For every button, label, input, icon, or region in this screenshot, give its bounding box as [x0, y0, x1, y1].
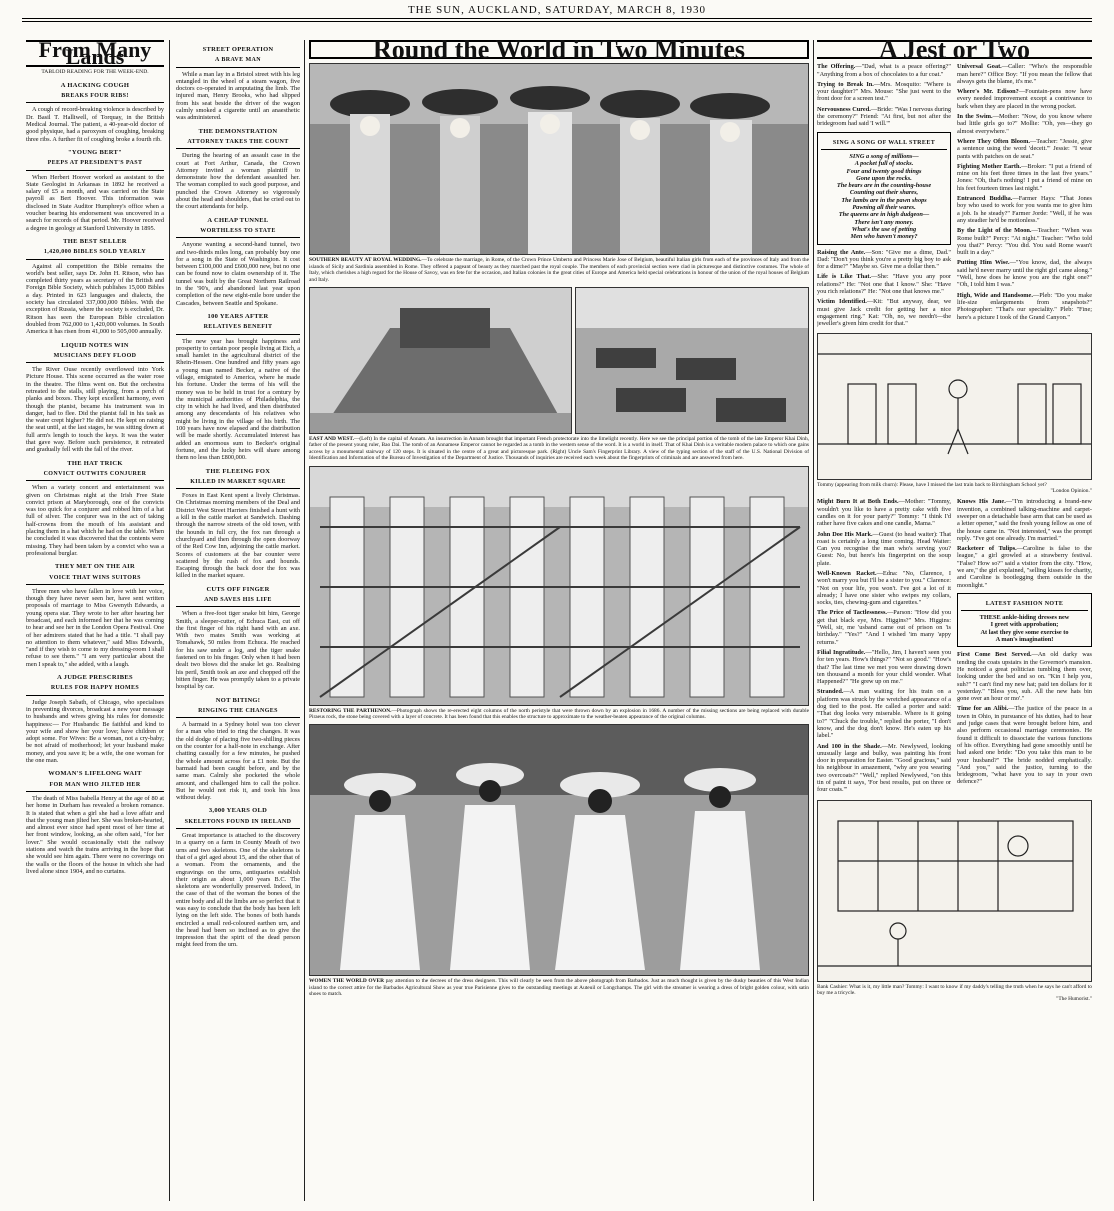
story-subhead: MUSICIANS DEFY FLOOD [26, 353, 164, 363]
verse-line: THESE ankle-hiding dresses new [979, 614, 1070, 622]
jest-list [817, 498, 951, 796]
jest-text: —Bride: "Was I nervous during the ceremony?" Friend: "At first, but not after the bridegroom had said 'I will.'" [817, 105, 951, 128]
story-headline: A JUDGE PRESCRIBES [57, 674, 133, 682]
jest-text: —Caller: "Who's the responsible man here?" Office Boy: "If you mean the fellow that always gets the blame, it's me." [957, 63, 1092, 85]
photo-tomb-image [310, 288, 572, 433]
jest-item [957, 113, 1092, 135]
section-title: A Jest or Two [879, 40, 1030, 64]
story-subhead: FOR MAN WHO JILTED HER [26, 782, 164, 792]
jest-item [957, 259, 1092, 288]
jest-item [957, 292, 1092, 321]
story-subhead: A BRAVE MAN [176, 57, 300, 67]
jest-item [957, 705, 1092, 785]
jest-heading: Knows His Jane. [957, 498, 1006, 506]
jest-heading: Universal Goat. [957, 63, 1002, 71]
jest-heading: The Price of Tactlessness. [817, 609, 887, 617]
story [176, 807, 300, 948]
wall-street-poem [817, 132, 951, 245]
caption-east-west [309, 436, 809, 462]
story [176, 586, 300, 691]
jest-text: —"You know, dad, the always said he'd never marry until the right girl came along." "Well, how does he know you are the right one?" "Oh, I told him I was." [957, 259, 1092, 289]
verse-line: Gone upon the rocks. [856, 174, 912, 182]
story-body: When a variety concert and entertainment was given on Christmas night at the Irish Free State convict prison at Maryborough, one of the convicts was too quick for a conjurer and robbed him of a hat full of silver. The conjurer was in the act of taking half-crowns from the mouth of his assistant and placing them in a hat which he had on the table. When he concluded it was discovered that the contents were missing. They had been taken by a convict who was a professional burglar. [26, 484, 164, 557]
story-list [176, 46, 300, 949]
jest-text: —Teacher: "When was Rome built?" Percy: "At night." Teacher: "Who told you that?" Percy: "You did. You said Rome wasn't built in a day." [957, 227, 1092, 257]
jest-text: —Teacher: "Jessie, give a sentence using the word 'deceit.'" Jessie: "I wear pants with patches on de seat." [957, 137, 1092, 160]
caption-lead: WOMEN THE WORLD OVER [309, 978, 384, 985]
jest-item [817, 273, 951, 295]
cartoon1-caption [817, 482, 1092, 495]
jest-heading: Nervousness Cured. [817, 105, 871, 113]
jest-item [817, 649, 951, 685]
right-column [817, 40, 1092, 1200]
jest-heading: Filial Ingratitude. [817, 648, 866, 656]
jest-item [957, 195, 1092, 224]
story-headline: "YOUNG BERT" [67, 148, 123, 156]
story-headline: NOT BITING! [215, 696, 261, 704]
verse-line: At last they give some exercise to [980, 628, 1069, 636]
column-divider [813, 40, 814, 1201]
jests-right-block [957, 63, 1092, 330]
jest-item [957, 138, 1092, 160]
verse-line: Four and twenty good things [846, 167, 922, 175]
jest-heading: Victim Identified. [817, 298, 867, 306]
photo-barbados-image [310, 725, 809, 975]
story-headline: LIQUID NOTES WIN [61, 341, 129, 349]
jest-heading: Stranded. [817, 688, 844, 696]
story [176, 313, 300, 462]
photo-annam-tomb [309, 287, 572, 434]
caption-parthenon [309, 708, 809, 721]
jest-list [817, 249, 951, 328]
story-subhead: RELATIVES BENEFIT [176, 324, 300, 334]
jest-item [957, 227, 1092, 256]
cartoon-milk-churn [817, 333, 1092, 480]
jest-text: —Mr. Newlywed, looking unusually large and bulky, was painting his front door in preparation for Easter. "Good gracious," said his neighbour in amazement, "why are you wearing two overcoats?" "Well," replied Newlywed, "on this tin of paint it says, 'For best results, put on three or four coats.'" [817, 742, 951, 794]
caption-barbados [309, 978, 809, 997]
story [26, 770, 164, 875]
jest-heading: John Doe His Mark. [817, 530, 873, 538]
story [26, 460, 164, 558]
story-body: The new year has brought happiness and prosperity to certain poor people living at Eich, a small hamlet in the agricultural district of the Rhein-Hessen. One hundred and fifty years ago a young man named Becker, a native of the village, emigrated to America, where he made his fortune. Under the terms of his will the money was to be held in trust for a century by the municipal authorities of Philadelphia, the city in which he had lived, and then distributed among any descendants of his relatives who might be living in the village of his birth. The 100 years have now elapsed and the distribution will be made shortly. Accumulated interest has added an enormous sum to Becker's original fortune, and the lucky heirs will share among them no less than £800,000. [176, 337, 300, 462]
jest-heading: Entranced Buddha. [957, 195, 1013, 203]
story-subhead: CONVICT OUTWITS CONJURER [26, 471, 164, 481]
caption-text: Tommy (appearing from milk churn): Please, have I missed the last train back to Birchingham School yet? [817, 481, 1047, 488]
story-subhead: RULES FOR HAPPY HOMES [26, 685, 164, 695]
story-body: When Herbert Hoover worked as assistant to the State Geologist in Arkansas in 1892 he received a salary of £5 a month, and was carried on the State payroll as Bert Hoover. This information was disclosed in State Auditor Humphrey's office when a voucher bearing his endorsement was uncovered in a search for records of that period. Mr. Hoover received a degree in geology at Stanford University in 1895. [26, 173, 164, 232]
jest-heading: High, Wide and Handsome. [957, 291, 1033, 299]
jest-item [957, 63, 1092, 85]
jest-list [957, 63, 1092, 321]
caption-lead: SOUTHERN BEAUTY AT ROYAL WEDDING. [309, 257, 422, 264]
column-divider [169, 40, 170, 1201]
caption-text: —(Left) In the capital of Annam. An insurrection in Annam brought that important French protectorate into the limelight recently. Here we see the principal portion of the tomb of the late Emperor Khai Dinh, father of the present young ruler, Bao Dai. The tomb of an Annamese Emperor cannot be regarded as a tomb in the western sense of the word. It is a world in itself. That of Khai Dinh is a veritable modern palace to which one gains access by a monumental stairway of 120 steps. It is situated in the centre of a great and picturesque park. (Right) Uncle Sam's Fingerprint Library. A view of the typing section of the staff of the U.S. National Division of Identification and Information of the Bureau of Investigation of the Department of Justice. Thousands of inquiries are received each week about the fingerprints of criminals and are answered from here. [309, 435, 809, 462]
story-body: Great importance is attached to the discovery in a quarry on a farm in County Meath of two urns and two skeletons. One of the skeletons is that of a girl aged about 15, and the other that of a woman. From the ornaments, and the engravings on the urns, antiquaries establish their origin as about 1,000 years B.C. The skeletons are wonderfully preserved. Indeed, in the case of that of the woman the bones of the entire body and all the limbs are so perfect that it was easy to conclude that the body has been left lying on the left side. The bones of both hands encircled a small red-coloured earthen urn, and the head had been so inclined as to give the impression that the spirit of the dead person might feed from the urn. [176, 832, 300, 949]
jest-item [817, 531, 951, 567]
story-body: When a five-foot tiger snake bit him, George Smith, a sleeper-cutter, of Echuca East, cut off the first finger of his right hand with an axe. With two mates Smith was working at Tomahawk, 50 miles from Echuca. He reached for his saw under a log, and the tiger snake fastened on to his finger. Only when it had been dealt two blows did the snake let go. Realising his peril, Smith took an axe and chopped off the bitten finger. He was promptly taken to a private hospital by car. [176, 610, 300, 691]
jest-text: —"Hello, Jim, I haven't seen you for ten years. How's things?" "Not so good." "How's that? The last time we met you were drawing down ten thousand a month for your child wonder. What Happened?" "He grew up on me." [817, 648, 951, 686]
jest-heading: In the Swim. [957, 113, 993, 121]
left-column [26, 40, 164, 1200]
section-subtitle: TABLOID READING FOR THE WEEK-END. [41, 68, 149, 75]
jest-item [817, 298, 951, 327]
story-headline: THE DEMONSTRATION [198, 127, 278, 135]
verse-line: I greet with approbation; [990, 621, 1059, 629]
jest-text: —"Dad, what is a peace offering?" "Anything from a box of chocolates to a fur coat." [817, 63, 951, 78]
jest-text: —Edna: "No, Clarence, I won't marry you but I'll be a sister to you." Clarence: "Not on your life, you won't. I've got a lot of it already; I have one sister who swipes my collars, socks, ties, chewing-gum and cigarettes." [817, 569, 951, 607]
verse-line: Pawning all their wares. [852, 204, 916, 212]
jest-item [817, 106, 951, 128]
photo-parthenon-image [310, 467, 809, 705]
masthead-rule-2 [22, 21, 1092, 22]
jest-item [817, 81, 951, 103]
story-subhead: VOICE THAT WINS SUITORS [26, 575, 164, 585]
caption-lead: EAST AND WEST. [309, 435, 354, 442]
jest-text: —An old darky was tending the coats upstairs in the Governor's mansion. He noticed a great politician tumbling them over, looking under the bed and so on. "Kin I help you, suh?" "I can't find my new hat; paid ten dollars for it yesterday." "Bless you, suh. All the new hats bin gone over an hour or mo'." [957, 651, 1092, 703]
story-headline: A HACKING COUGH [60, 81, 130, 89]
photo-barbados [309, 724, 809, 976]
caption-text: pay attention to the decrees of the dress designers. This will clearly be seen from the above photograph from Barbados. Just as much thought is given by the dusky beauties of this West Indian island to the correct attire for the Barbados Agricultural Show as your true Parisienne gives to the outstanding meetings at Auteuil or Longchamps. The girl with the streamer is wearing a dress of bright golden colour, with satin shoes to match. [309, 978, 809, 998]
jest-text: —Guest (to head waiter): That roast is certainly a long time coming. Head Waiter: Can you recognise the man who's serving you? Guest: No, but here's his fingerprint on the soup plate. [817, 530, 952, 567]
jest-list [957, 498, 1092, 589]
story [26, 342, 164, 454]
a-jest-or-two-header [817, 40, 1092, 64]
jest-item [817, 609, 951, 645]
story-subhead: WORTHLESS TO STATE [176, 228, 300, 238]
story-body: Three men who have fallen in love with her voice, though they have never seen her, have sent written proposals of marriage to Miss Gwenyth Edwards, a young opera star. They wrote to her after hearing her broadcast, and each informed her that he was coming to hear and see her in the London Opera Festival. One of her admirers stated that he had a title. "I shall pay no attention to them whatever," said Miss Edwards, "and if they wish to come to my dressing-room I shall refuse to see them." "I am very particular about the men I speak to," she added, with a laugh. [26, 587, 164, 668]
story-headline: A CHEAP TUNNEL [207, 216, 269, 224]
story-body: Anyone wanting a second-hand tunnel, two and two-thirds miles long, can probably buy one for a song in the State of Washington. It cost between £100,000 and £600,000 new, but no one can be found now to claim ownership of it. The tunnel was built by the Great Northern Railroad in the '90's, and abandoned last year upon completion of the new eight-mile bore under the Cascades, between Seattle and Spokane. [176, 241, 300, 307]
photo-row-east-west [309, 287, 809, 434]
jest-text: —Pleb: "Do you make life-size enlargements from snapshots?" Photographer: "That's our speciality." Pleb: "Fine; here's a picture I took of the Grand Canyon." [957, 291, 1092, 321]
jest-heading: Racketeer of Tulips. [957, 545, 1017, 553]
cartoon-bank-cashier [817, 800, 1092, 982]
verse-line: The queens are in high dudgeon— [838, 211, 930, 219]
story-body: A cough of record-breaking violence is described by Dr. Basil T. Halliwell, of Torquay, in the British Medical Journal. The patient, a 40-year-old doctor of good physique, had a paroxysm of coughing, breaking three ribs. A further fit of coughing broke a fourth rib. [26, 106, 164, 143]
photo-office-image [576, 288, 809, 433]
jest-text: —Caroline is false to the league," a girl growled at a strawberry festival. "False? How so?" said a visitor from the city. "How, we are," the girl explained, "selling kisses for charity, and Caroline is bootlegging them outside in the moonlight." [957, 545, 1092, 589]
jests-right-block-2 [957, 498, 1092, 796]
section-title: From Many Lands [38, 40, 152, 70]
cartoon2-caption [817, 984, 1092, 1003]
jest-item [957, 651, 1092, 702]
photo-parthenon [309, 466, 809, 706]
story-subhead: KILLED IN MARKET SQUARE [176, 479, 300, 489]
story-body: While a man lay in a Bristol street with his leg entangled in the wheel of a steam wagon, five doctors co-operated in amputating the limb. The injured man, Henry Brooks, who had slipped from his seat beside the driver of the wagon calmly smoked a cigarette until an anaesthetic was administered. [176, 70, 300, 122]
story-headline: THE HAT TRICK [67, 459, 123, 467]
story-headline: 100 YEARS AFTER [207, 312, 269, 320]
jest-item [957, 498, 1092, 542]
story-subhead: AND SAVES HIS LIFE [176, 597, 300, 607]
poem-lines [821, 153, 947, 241]
caption-text: Bank Cashier: What is it, my little man? Tommy: I want to know if my daddy's telling the truth when he says he can't afford to buy me a tricycle. [817, 983, 1092, 996]
verse-line: Men who haven't money? [850, 233, 918, 241]
story-body: Judge Joseph Sabath, of Chicago, who specialises in preventing divorces, broadcast a new year message to husbands and wives giving his rules for domestic happiness:— For Husbands: Be faithful and kind to your wife and show her your love; have children or adopt some. For Wives: Be a woman, not a cry-baby; be not afraid of motherhood; let your husband make money, and you save it; be a wife, the one woman for the one man. [26, 698, 164, 765]
story-headline: THEY MET ON THE AIR [55, 563, 135, 571]
jest-list [957, 651, 1092, 785]
jest-text: —Mother: "Now, do you know where bad little girls go to?" Mollie: "Oh, yes—they go almost everywhere." [957, 113, 1092, 135]
story [26, 82, 164, 143]
jest-text: —Mother: "Tommy, wouldn't you like to have a pretty cake with five candles on it for your party?" Tommy: "I think I'd rather have five cakes and one candle, Mama." [817, 498, 951, 528]
jest-list [817, 63, 951, 127]
jest-text: —Farmer Hays: "That Jones boy who used to work for you wants me to give him a job. Is he steady?" Farmer Jorde: "Well, if he was any steadier he'd be motionless." [957, 195, 1092, 224]
fashion-title: LATEST FASHION NOTE [961, 601, 1088, 611]
jest-text: —The justice of the peace in a town in Ohio, in pursuance of his duties, had to hear and judge cases that were brought before him, and also perform occasional marriage ceremonies. He found it difficult to dissociate the various functions of his office. Everything had gone smoothly until he had asked one bride: "Do you take this man to be your husband?" The bride nodded emphatically. "And you," said the justice, turning to the bridegroom, "what have you to say in your own defence?" [957, 705, 1092, 786]
jest-item [957, 163, 1092, 192]
jest-item [817, 249, 951, 271]
middle-column [176, 40, 300, 1200]
jests-mid-row [817, 498, 1092, 796]
story-list [26, 82, 164, 875]
photo-fingerprint-library [575, 287, 809, 434]
jest-text: —Son: "Give me a dime, Dad." Dad: "Don't you think you're a pretty big boy to ask for a dime?" "Maybe so. Give me a dollar then." [817, 248, 951, 271]
jest-text: —Fountain-pens now have every needed improvement except a contrivance to bark when they are placed in the wrong pocket. [957, 88, 1092, 110]
verse-line: The lambs are in the pawn shops [841, 196, 927, 204]
cartoon-railway-image [818, 334, 1092, 479]
story [26, 563, 164, 668]
story [176, 128, 300, 211]
jest-heading: Might Burn It at Both Ends. [817, 498, 899, 506]
jest-item [817, 688, 951, 739]
fashion-note [957, 593, 1092, 647]
story [26, 238, 164, 336]
story-subhead: ATTORNEY TAKES THE COUNT [176, 139, 300, 149]
from-many-lands-header [26, 40, 164, 70]
jest-heading: First Come Best Served. [957, 651, 1032, 659]
jest-item [817, 63, 951, 78]
poem-title: SING A SONG OF WALL STREET [821, 140, 947, 150]
story-body: During the hearing of an assault case in the court at Fort Arthur, Canada, the Crown Attorney invited a woman plaintiff to demonstrate how the defendant assaulted her. The woman complied to such good purpose, and punched the Crown Attorney so vigorously about the head and shoulders, that he cried out to the court attendants for help. [176, 152, 300, 211]
jest-item [957, 88, 1092, 110]
masthead: THE SUN, AUCKLAND, SATURDAY, MARCH 8, 1930 [407, 4, 707, 16]
verse-line: SING a song of millions— [849, 152, 919, 160]
caption-source: "The Humorist." [1056, 996, 1092, 1003]
section-title: Round the World in Two Minutes [372, 40, 746, 64]
column-divider [304, 40, 305, 1201]
jest-item [817, 743, 951, 794]
story-subhead: PEEPS AT PRESIDENT'S PAST [26, 160, 164, 170]
masthead-rule [22, 18, 1092, 19]
story [176, 217, 300, 307]
story-subhead: 1,420,000 BIBLES SOLD YEARLY [26, 249, 164, 259]
verse-line: There isn't any money. [854, 218, 914, 226]
jest-text: —She: "Have you any poor relations?" He: "Not one that I know." She: "Have you rich relations?" He: "Not one that knows me." [817, 273, 951, 296]
jest-text: —"I'm introducing a brand-new invention, a combined talking-machine and carpet-sweeper on a detachable base arm that can be used as a letter opener," said the fresh young fellow as one of the house came in. "Not interested," was the prompt reply. "I've got one already. I'm married." [957, 498, 1092, 542]
jest-text: —Parson: "How did you get that black eye, Mrs. Higgins?" Mrs. Higgins: "Well, sir, me 'usband came out of prison on 'is birthday." "Yes?" "And I wished 'im many 'appy returns." [817, 609, 951, 646]
photo-italian-girls-image [310, 64, 809, 254]
story [176, 468, 300, 580]
jest-heading: Putting Him Wise. [957, 259, 1010, 267]
jest-heading: Trying to Break In. [817, 80, 874, 88]
verse-line: Counting out their shares, [849, 189, 919, 197]
jest-text: —Kit: "But anyway, dear, we must give Jack credit for getting her a nice engagement ring." Kat: "Oh, no, we needn't—the jeweller's given him credit for that." [817, 298, 951, 328]
round-the-world-header [309, 40, 809, 64]
verse-line: A pocket full of stocks. [854, 160, 914, 168]
story [26, 149, 164, 232]
jest-heading: By the Light of the Moon. [957, 227, 1032, 235]
cartoon-bank-image [818, 801, 1092, 981]
story-headline: CUTS OFF FINGER [206, 585, 270, 593]
caption-text: —To celebrate the marriage, in Rome, of the Crown Prince Umberto and Princess Marie Jose of Belgium, beautiful Italian girls from each of the provinces of Italy and from the islands of Sicily and Sardinia assembled in Rome. They offered a pageant of beauty as they marched past the royal couple. The members of each provincial section were clad in picturesque and distinctive costumes. The whole of Italy, which cherishes a high regard for the House of Savoy, was en fete for the occasion, and Italian colonies in the great cities of Europe and America held special celebrations in honour of the union of the royal houses of Belgium and Italy. [309, 257, 809, 283]
jest-heading: And 100 in the Shade. [817, 742, 882, 750]
jest-text: —Broker: "I put a friend of mine on his feet three times in the last five years." Jones: "Oh, that's nothing! I put a friend of mine on his feet fourteen times last night." [957, 162, 1092, 192]
story-headline: WOMAN'S LIFELONG WAIT [48, 770, 142, 778]
jests-top-row [817, 63, 1092, 330]
verse-line: A man's imagination! [995, 636, 1054, 644]
photo-royal-wedding [309, 63, 809, 255]
story-body: The death of Miss Isabella Henry at the age of 80 at her home in Durham has revealed a broken romance. It is stated that when a girl she had a love affair and that the young man jilted her. She was broken-hearted, and almost ever since had spent most of her time at her front window, looking, as she often said, "for her lover." She would occasionally visit the railway stations and watch the trains arriving in the hope that she would see him again. There were no coverings on the walls or the floors of the house in which she had lived alone since 1904, and no curtains. [26, 794, 164, 875]
caption-royal-wedding [309, 257, 809, 283]
jest-item [817, 498, 951, 527]
story-subhead: SKELETONS FOUND IN IRELAND [176, 819, 300, 829]
caption-source: "London Opinion." [1050, 487, 1092, 494]
caption-text: —Photograph shows the re-erected eight columns of the north peristyle that were thrown down by an explosion in 1686. A number of the missing sections are being replaced with durable Piraeus rock, the stone being covered with a layer of concrete. It has been found that this enables the structure to approximate to the weather-beaten appearance of the original columns. [309, 707, 809, 720]
story [176, 697, 300, 802]
jest-text: —Mrs. Mosquito: "Where is your daughter?" Mrs. Mouse: "She just went to the front door for a screen test." [817, 80, 951, 103]
fashion-lines [961, 614, 1088, 643]
jest-heading: The Offering. [817, 63, 856, 71]
jest-heading: Time for an Alibi. [957, 705, 1009, 713]
story-subhead: RINGING THE CHANGES [176, 708, 300, 718]
caption-lead: RESTORING THE PARTHENON. [309, 707, 392, 714]
verse-line: What's the use of petting [851, 225, 917, 233]
story [176, 46, 300, 122]
story-headline: STREET OPERATION [202, 46, 274, 53]
jest-heading: Fighting Mother Earth. [957, 162, 1022, 170]
photo-column [309, 40, 809, 1200]
story-headline: THE BEST SELLER [63, 237, 127, 245]
jests-left-block [817, 63, 951, 330]
jest-item [817, 570, 951, 606]
story-body: The River Ouse recently overflowed into York Picture House. This scene occurred as the water rose in the theatre. The films went on. But the orchestra retreated to the stalls, still playing, from a perch of planks and boxes. They kept excellent harmony, even though the pianist, became his instrument was in danger, had to flee. Did the pianist fall in his task as the water crept higher? He did not. He kept on raising the seat until, at the last stages, he was sitting down at full arm's length to touch the keys. It was the water that gave way. Before such persistence, it retreated and gradually fell with the fall of the river. [26, 366, 164, 454]
story-body: Against all competition the Bible remains the world's best seller, says Dr. John H. Ritson, who has completed thirty years as secretary of the British and Foreign Bible Society, which publishes 15,000 Bibles a day. Printed in 623 languages and dialects, the society has circulated 337,000,000 Bibles. With the exception of Russia, where the society is excluded, Dr. Ritson has seen the European Bible circulation doubled from 762,000 to 1,420,000 volumes. In South America it has risen from 41,000 to 505,000 annually. [26, 262, 164, 336]
story-subhead: BREAKS FOUR RIBS! [26, 93, 164, 103]
jest-heading: Life is Like That. [817, 273, 872, 281]
story-body: Foxes in East Kent spent a lively Christmas. On Christmas morning members of the Deal and District West Street Harriers finished a hunt with a kill in the cattle market at Sandwich. Dashing through the narrow streets of the old town, with the hounds in full cry, the fox ran through a churchyard and then through the open doorway of the Red Cow Inn, adjoining the cattle market. Scores of customers at the bar counter were scattered by the rush of fox and hounds. Escaping through the back door the fox was killed in the market square. [176, 492, 300, 580]
story-headline: THE FLEEING FOX [205, 467, 271, 475]
jest-heading: Well-Known Racket. [817, 569, 877, 577]
jest-text: —A man waiting for his train on a platform was struck by the wretched appearance of a dog tied to the post. He called a porter and said: "That dog looks very miserable. Where is it going to?" "Chuck the trouble," replied the porter, "I don't know, and the dog don't know. He's eaten up his label." [817, 688, 951, 740]
story-headline: 3,000 YEARS OLD [208, 807, 268, 815]
story [26, 674, 164, 764]
jest-item [957, 545, 1092, 589]
jest-heading: Where They Often Bloom. [957, 137, 1030, 145]
story-body: A barmaid in a Sydney hotel was too clever for a man who tried to ring the changes. It was the old dodge of placing five two-shilling pieces on the counter for a half-note in exchange. After chatting casually for a few minutes, he pushed the whole amount across for a £1 note. But the barmaid had been caught before, and by the same man. Calmly she pocketed the whole amount, and challenged him to call the police. But he would not risk it, and took his loss without delay. [176, 721, 300, 802]
jest-heading: Where's Mr. Edison? [957, 88, 1019, 96]
jest-heading: Raising the Ante. [817, 248, 866, 256]
verse-line: The bears are in the counting-house [836, 182, 932, 190]
